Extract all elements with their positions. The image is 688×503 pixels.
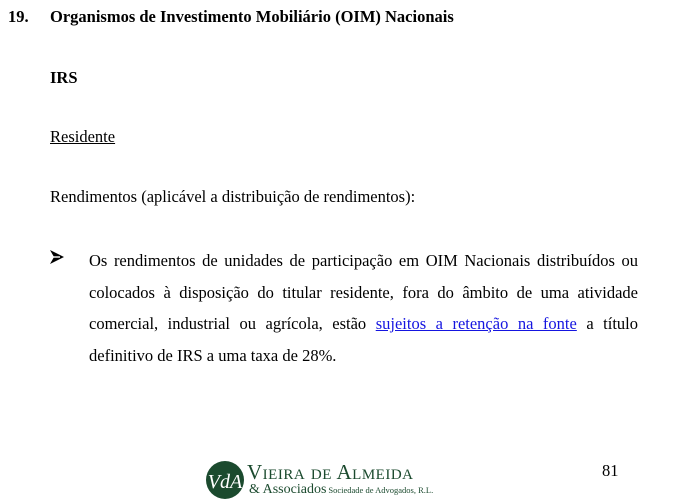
logo-monogram-text: VdA [207,471,243,493]
logo-monogram-icon [205,460,245,500]
section-heading [8,7,454,27]
firm-logo [205,460,453,500]
logo-company-type: Sociedade de Advogados, R.L. [328,485,434,495]
retention-link[interactable]: sujeitos a retenção na fonte [375,314,577,333]
section-title: Organismos de Investimento Mobiliário (OIM) Nacionais [50,7,454,26]
logo-name: Vieira de Almeida [247,460,414,484]
logo-subtitle [249,482,433,498]
section-number: 19. [8,7,29,26]
bullet-paragraph [89,245,638,371]
page-number: 81 [602,461,619,480]
bullet-text-before: Os rendimentos de unidades de participação em OIM Nacionais distribuídos ou colocados à disposição do titular residente, fora do âmbito de uma atividade comercial, industrial ou agrícola, estão [89,251,638,333]
bullet-text-after: a título definitivo de IRS a uma taxa de 28%. [89,314,639,365]
logo-associates: & Associados [249,482,327,497]
arrow-bullet-icon [50,250,64,264]
tax-heading: IRS [50,68,78,87]
residence-subheading: Residente [50,127,116,146]
intro-text: Rendimentos (aplicável a distribuição de rendimentos): [50,187,416,206]
